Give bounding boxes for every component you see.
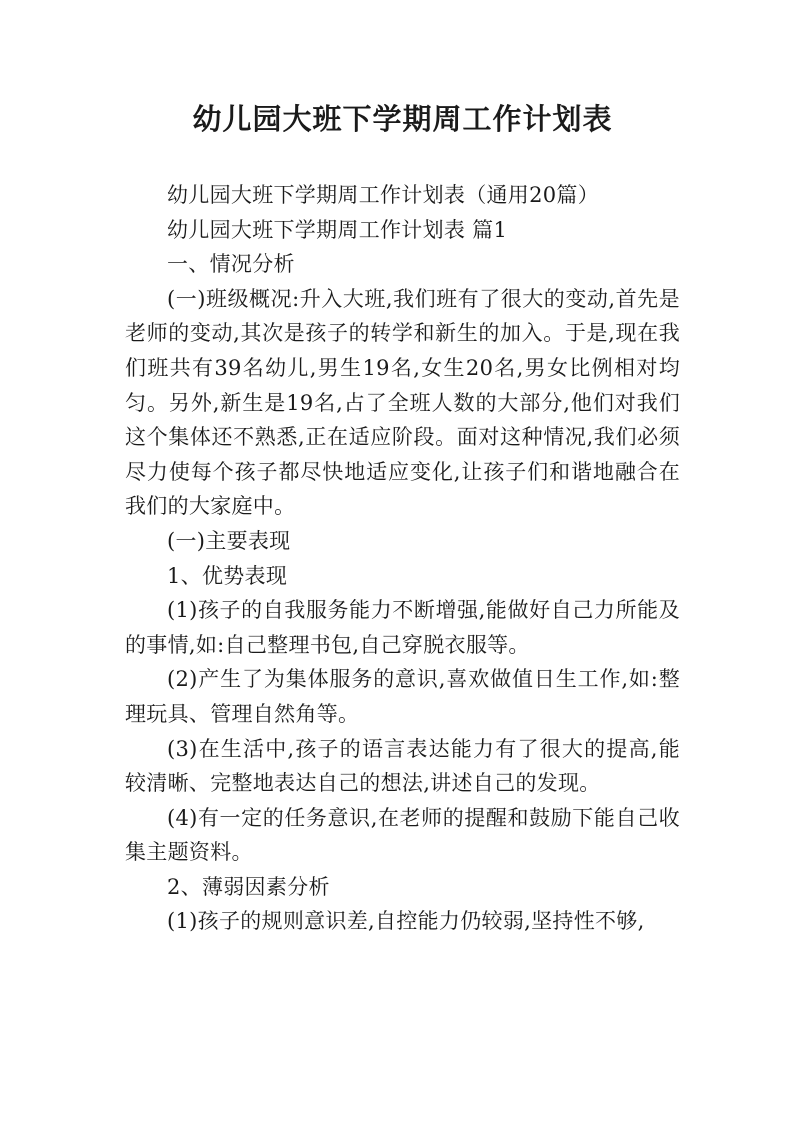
subsection-heading: 2、薄弱因素分析 <box>167 874 330 899</box>
list-paragraph: (2)产生了为集体服务的意识,喜欢做值日生工作,如:整理玩具、管理自然角等。 <box>125 667 680 726</box>
list-paragraph: (3)在生活中,孩子的语言表达能力有了很大的提高,能较清晰、完整地表达自己的想法,讲述自己的发现。 <box>125 736 680 796</box>
subsection-heading: 1、优势表现 <box>167 563 288 588</box>
subsection-heading: (一)主要表现 <box>167 528 291 553</box>
body-paragraph: (一)班级概况:升入大班,我们班有了很大的变动,首先是老师的变动,其次是孩子的转学和新生的加入。于是,现在我们班共有39名幼儿,男生19名,女生20名,男女比例相对均匀。另外,新生是19名,占了全班人数的大部分,他们对我们这个集体还不熟悉,正在适应阶段。面对这种情况,我们必须尽力使每个孩子都尽快地适应变化,让孩子们和谐地融合在我们的大家庭中。 <box>125 286 680 519</box>
section-heading: 一、情况分析 <box>167 252 295 277</box>
list-paragraph: (1)孩子的规则意识差,自控能力仍较弱,坚持性不够, <box>167 909 645 934</box>
document-body <box>125 178 680 939</box>
list-paragraph: (1)孩子的自我服务能力不断增强,能做好自己力所能及的事情,如:自己整理书包,自己穿脱衣服等。 <box>125 598 680 657</box>
subtitle-paragraph: 幼儿园大班下学期周工作计划表（通用20篇） <box>167 183 600 207</box>
list-paragraph: (4)有一定的任务意识,在老师的提醒和鼓励下能自己收集主题资料。 <box>125 805 680 865</box>
document-title: 幼儿园大班下学期周工作计划表 <box>192 102 613 136</box>
article-heading: 幼儿园大班下学期周工作计划表 篇1 <box>167 217 508 242</box>
